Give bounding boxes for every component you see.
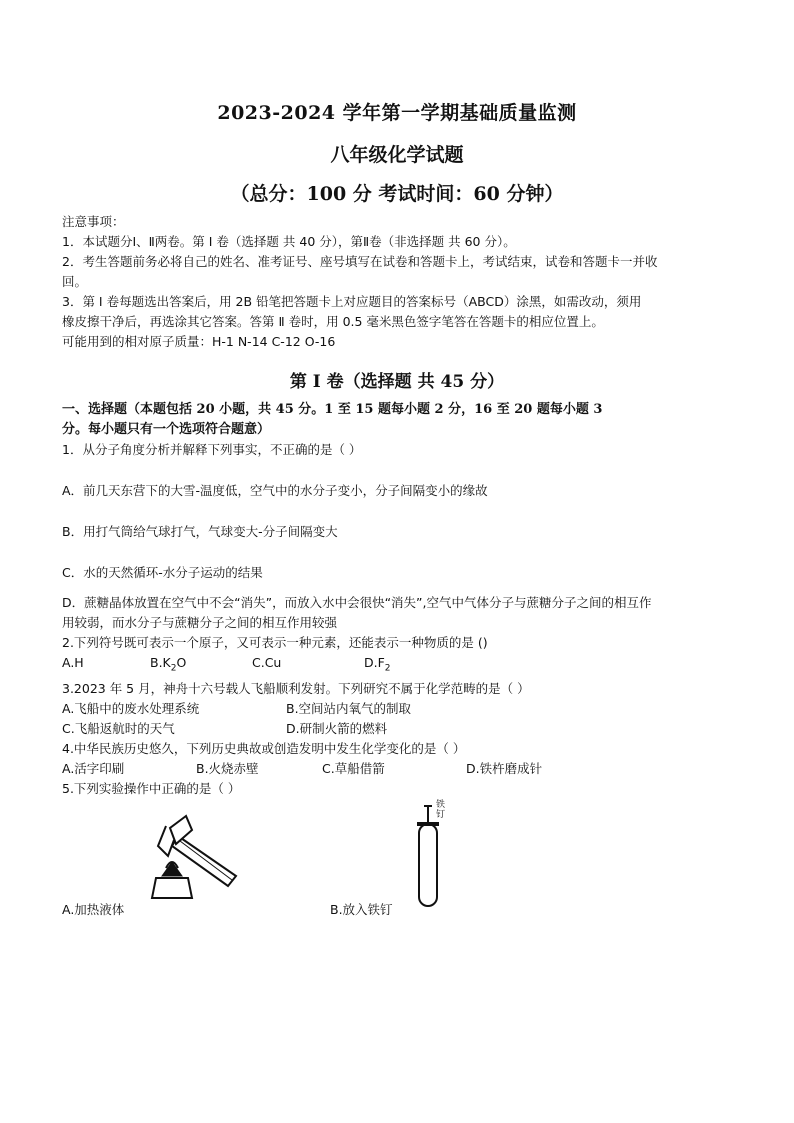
notes-item: 橡皮擦干净后，再选涂其它答案。答第 Ⅱ 卷时，用 0.5 毫米黑色签字笔答在答题卡的相应位置上。: [62, 314, 604, 329]
nail-label: 铁 钉: [436, 800, 446, 820]
q2-option-a: A.H: [62, 655, 84, 670]
exam-title-line1: 2023-2024 学年第一学期基础质量监测: [217, 102, 577, 124]
notes-block: [62, 212, 734, 352]
q4-option-c: C.草船借箭: [322, 760, 385, 776]
q2-stem: 2.下列符号既可表示一个原子，又可表示一种元素，还能表示一种物质的是 (): [62, 635, 488, 650]
q5-option-b-label: B.放入铁钉: [330, 902, 393, 917]
section1-title: 第 Ⅰ 卷（选择题 共 45 分）: [289, 372, 505, 392]
q3-options-row2: [62, 719, 734, 739]
notes-item: 2．考生答题前务必将自己的姓名、准考证号、座号填写在试卷和答题卡上，考试结束，试卷和答题卡一并收: [62, 254, 658, 269]
q3-option-a: A.飞船中的废水处理系统: [62, 700, 200, 716]
exam-title-line3: （总分：100 分 考试时间：60 分钟）: [230, 183, 564, 205]
q2-option-d: $D.F_2$: [364, 655, 391, 674]
section1-content: [62, 400, 734, 799]
exam-title-line2: 八年级化学试题: [330, 144, 464, 166]
q2-option-b: $B.K_2O$: [150, 655, 187, 674]
section1-instruction: 分。每小题只有一个选项符合题意）: [62, 422, 271, 437]
q5-figures: [62, 800, 734, 925]
q3-options-row1: [62, 699, 734, 719]
q2-option-c: C.Cu: [252, 655, 282, 670]
q3-option-d: D.研制火箭的燃料: [286, 720, 388, 736]
q2-options: [62, 653, 734, 679]
q5-stem: 5.下列实验操作中正确的是（ ）: [62, 780, 241, 796]
heating-liquid-illustration: [148, 806, 258, 906]
notes-item: 1．本试题分Ⅰ、Ⅱ两卷。第 Ⅰ 卷（选择题 共 40 分），第Ⅱ卷（非选择题 共 60 分）。: [62, 234, 516, 249]
q3-stem: 3.2023 年 5 月，神舟十六号载人飞船顺利发射。下列研究不属于化学范畴的是（ ）: [62, 680, 530, 696]
q1-option-c: C．水的天然循环-水分子运动的结果: [62, 565, 263, 580]
q1-option-d: D．蔗糖晶体放置在空气中不会“消失”，而放入水中会很快“消失”,空气中气体分子与蔗糖分子之间的相互作: [62, 595, 652, 610]
notes-item: 回。: [62, 274, 88, 289]
section1-instruction: 一、选择题（本题包括 20 小题，共 45 分。1 至 15 题每小题 2 分，16 至 20 题每小题 3: [62, 402, 603, 417]
q3-option-c: C.飞船返航时的天气: [62, 720, 175, 736]
q4-stem: 4.中华民族历史悠久，下列历史典故或创造发明中发生化学变化的是（ ）: [62, 740, 466, 756]
q1-option-d-cont: 用较弱，而水分子与蔗糖分子之间的相互作用较强: [62, 615, 338, 630]
q4-option-d: D.铁杵磨成针: [466, 760, 543, 776]
nail-test-tube-illustration: [414, 800, 454, 910]
notes-heading: 注意事项：: [62, 214, 125, 229]
q4-options: [62, 759, 734, 779]
q5-option-a-label: A.加热液体: [62, 902, 125, 917]
q1-stem: 1．从分子角度分析并解释下列事实，不正确的是（ ）: [62, 442, 362, 457]
q4-option-a: A.活字印刷: [62, 760, 125, 776]
q4-option-b: B.火烧赤壁: [196, 760, 259, 776]
notes-item: 可能用到的相对原子质量：H-1 N-14 C-12 O-16: [62, 334, 336, 349]
q1-option-a: A．前几天东营下的大雪-温度低，空气中的水分子变小，分子间隔变小的缘故: [62, 483, 488, 498]
notes-item: 3．第 Ⅰ 卷每题选出答案后，用 2B 铅笔把答题卡上对应题目的答案标号（ABCD）涂黑，如需改动，须用: [62, 294, 642, 309]
q3-option-b: B.空间站内氧气的制取: [286, 700, 412, 716]
q1-option-b: B．用打气筒给气球打气，气球变大-分子间隔变大: [62, 524, 338, 539]
